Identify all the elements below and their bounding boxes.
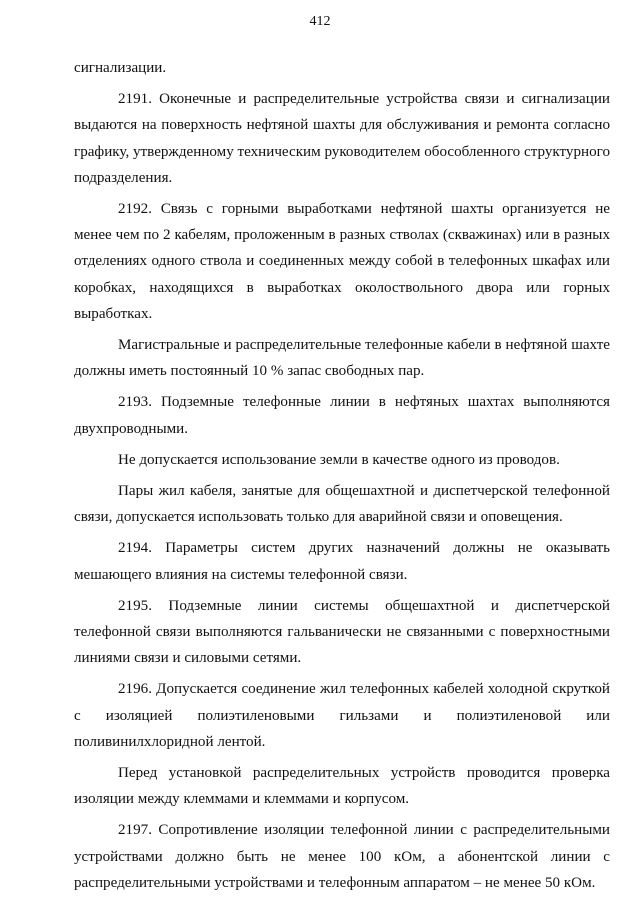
paragraph-2191: 2191. Оконечные и распределительные устройства связи и сигнализации выдаются на поверхность нефтяной шахты для обслуживания и ремонта согласно графику, утвержденному техническим руководителем обособленного структурного подразделения.	[74, 91, 610, 186]
paragraph-2193: 2193. Подземные телефонные линии в нефтяных шахтах выполняются двухпроводными.	[74, 394, 610, 437]
page-number: 412	[309, 14, 331, 29]
paragraph: Перед установкой распределительных устройств проводится проверка изоляции между клеммами и клеммами и корпусом.	[74, 765, 610, 808]
paragraph: Магистральные и распределительные телефонные кабели в нефтяной шахте должны иметь постоянный 10 % запас свободных пар.	[74, 337, 610, 380]
paragraph-2196: 2196. Допускается соединение жил телефонных кабелей холодной скруткой с изоляцией полиэтиленовыми гильзами и полиэтиленовой или поливинилхлоридной лентой.	[74, 681, 610, 750]
paragraph-2195: 2195. Подземные линии системы общешахтной и диспетчерской телефонной связи выполняются гальванически не связанными с поверхностными линиями связи и силовыми сетями.	[74, 597, 610, 667]
paragraph-2197: 2197. Сопротивление изоляции телефонной линии с распределительными устройствами должно быть не менее 100 кОм, а абонентской линии с распределительными устройствами и телефонным аппаратом – не менее 50 кОм.	[74, 822, 610, 891]
paragraph: сигнализации.	[74, 60, 167, 76]
paragraph-2192: 2192. Связь с горными выработками нефтяной шахты организуется не менее чем по 2 кабелям, проложенным в разных стволах (скважинах) или в разных отделениях одного ствола и соединенных между собой в телефонных шкафах или коробках, находящихся в выработках околоствольного двора или горных выработках.	[74, 201, 610, 322]
paragraph: Пары жил кабеля, занятые для общешахтной и диспетчерской телефонной связи, допускается использовать только для аварийной связи и оповещения.	[74, 483, 610, 526]
document-body	[74, 55, 610, 896]
paragraph-2194: 2194. Параметры систем других назначений должны не оказывать мешающего влияния на системы телефонной связи.	[74, 540, 610, 583]
paragraph: Не допускается использование земли в качестве одного из проводов.	[118, 451, 560, 468]
